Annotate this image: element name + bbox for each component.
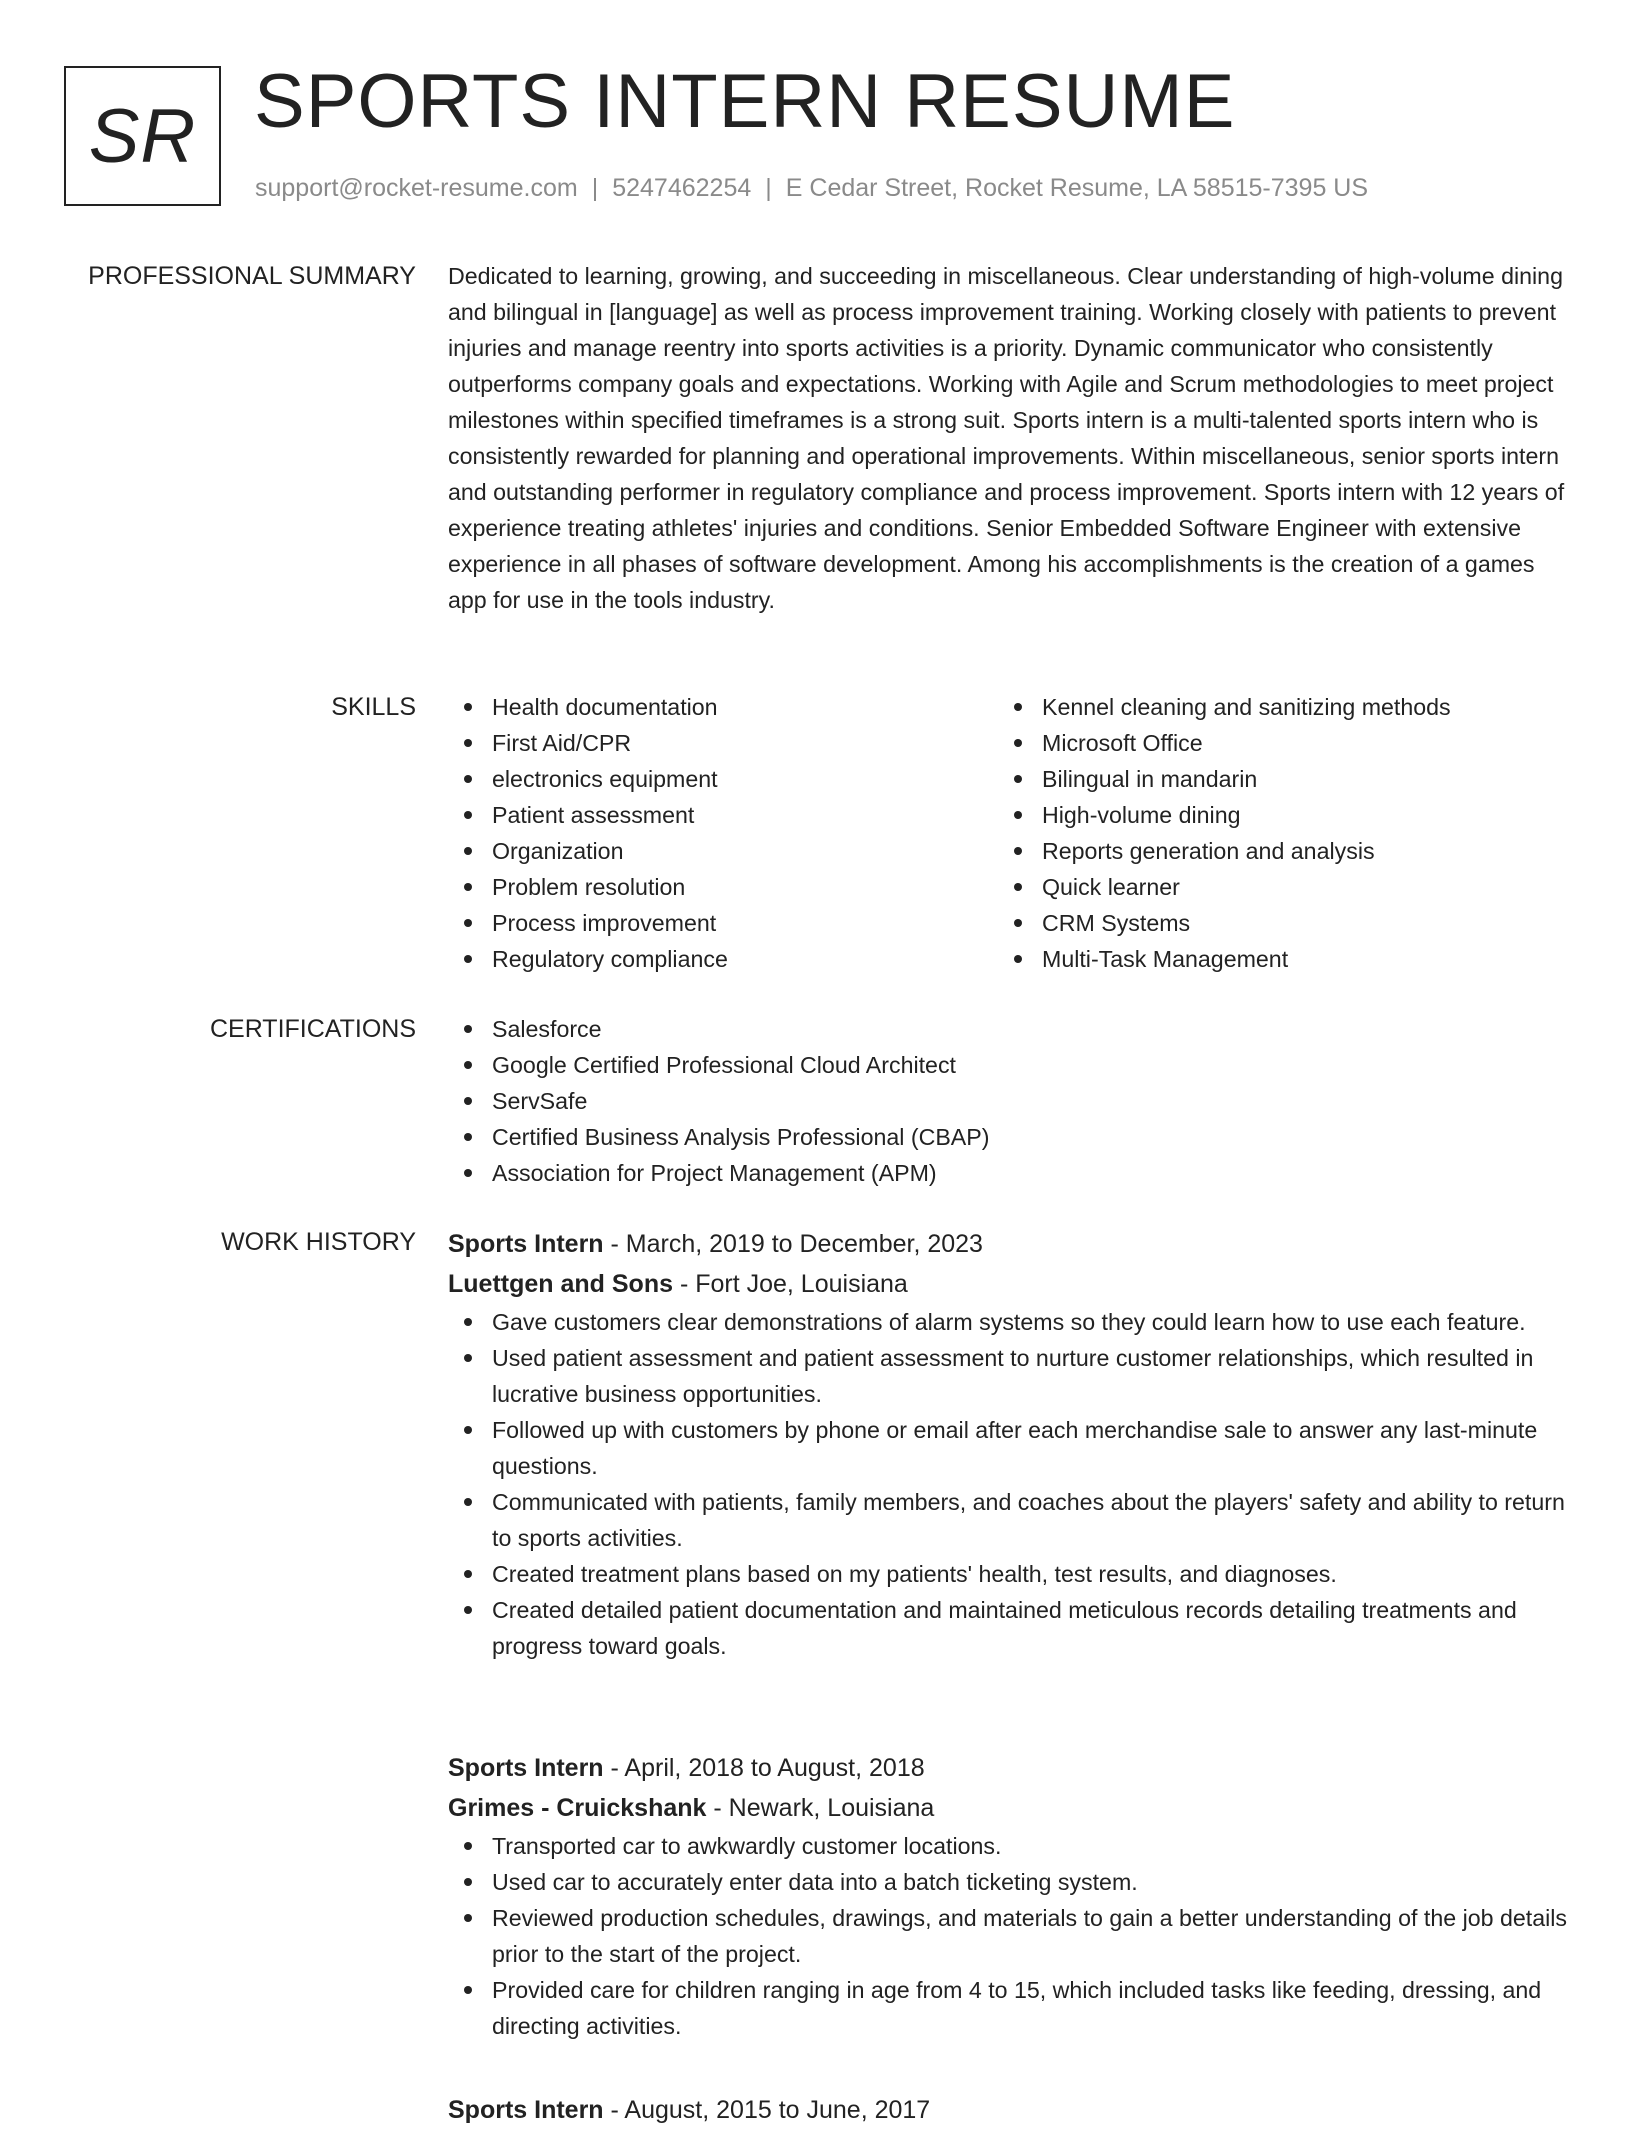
skill-item: Regulatory compliance <box>448 941 998 977</box>
skills-column-right <box>998 689 1548 977</box>
skill-item: CRM Systems <box>998 905 1548 941</box>
skill-item: Microsoft Office <box>998 725 1548 761</box>
skill-item: First Aid/CPR <box>448 725 998 761</box>
contact-separator: | <box>591 174 599 202</box>
job-title: Sports Intern <box>448 1754 604 1782</box>
skill-item: Organization <box>448 833 998 869</box>
contact-separator: | <box>765 174 772 202</box>
certification-item: Certified Business Analysis Professional (CBAP) <box>448 1119 1568 1155</box>
job-company: Grimes - Cruickshank <box>448 1794 707 1822</box>
job-bullet: Created detailed patient documentation and maintained meticulous records detailing treatments and progress toward goals. <box>448 1592 1568 1664</box>
job-title-line <box>448 2090 1568 2130</box>
skill-item: Kennel cleaning and sanitizing methods <box>998 689 1548 725</box>
job-dates: - April, 2018 to August, 2018 <box>603 1754 925 1782</box>
contact-phone: 5247462254 <box>612 174 752 202</box>
certification-item: Association for Project Management (APM) <box>448 1155 1568 1191</box>
contact-email: support@rocket-resume.com <box>255 174 578 202</box>
skill-item: electronics equipment <box>448 761 998 797</box>
skill-item: High-volume dining <box>998 797 1548 833</box>
resume-header <box>0 0 1632 230</box>
job-bullet: Communicated with patients, family members, and coaches about the players' safety and ability to return to sports activities. <box>448 1484 1568 1556</box>
job-entry <box>448 1748 1568 2044</box>
job-bullet: Used car to accurately enter data into a batch ticketing system. <box>448 1864 1568 1900</box>
skill-item: Patient assessment <box>448 797 998 833</box>
job-title: Sports Intern <box>448 2096 604 2124</box>
certification-item: Salesforce <box>448 1011 1568 1047</box>
job-dates: - August, 2015 to June, 2017 <box>603 2096 931 2124</box>
skill-item: Process improvement <box>448 905 998 941</box>
job-title: Sports Intern <box>448 1230 604 1258</box>
skills-column-left <box>448 689 998 977</box>
job-bullet: Followed up with customers by phone or email after each merchandise sale to answer any last-minute questions. <box>448 1412 1568 1484</box>
section-label-summary: PROFESSIONAL SUMMARY <box>88 262 416 290</box>
job-title-line <box>448 1224 1568 1264</box>
job-company-line <box>448 1788 1568 1828</box>
skill-item: Bilingual in mandarin <box>998 761 1548 797</box>
skill-item: Problem resolution <box>448 869 998 905</box>
skill-item: Quick learner <box>998 869 1548 905</box>
job-dates: - March, 2019 to December, 2023 <box>603 1230 983 1258</box>
certification-item: ServSafe <box>448 1083 1568 1119</box>
resume-title: SPORTS INTERN RESUME <box>254 59 1236 144</box>
section-label-work-history: WORK HISTORY <box>221 1228 416 1256</box>
contact-address: E Cedar Street, Rocket Resume, LA 58515-7395 US <box>785 174 1369 202</box>
job-bullet: Reviewed production schedules, drawings, and materials to gain a better understanding of the job details prior to the start of the project. <box>448 1900 1568 1972</box>
summary-text: Dedicated to learning, growing, and succeeding in miscellaneous. Clear understanding of high-volume dining and bilingual in [language] as well as process improvement training. Working closely with patients to prevent injuries and manage reentry into sports activities is a priority. Dynamic communicator who consistently outperforms company goals and expectations. Working with Agile and Scrum methodologies to meet project milestones within specified timeframes is a strong suit. Sports intern is a multi-talented sports intern who is consistently rewarded for planning and operational improvements. Within miscellaneous, senior sports intern and outstanding performer in regulatory compliance and process improvement. Sports intern with 12 years of experience treating athletes' injuries and conditions. Senior Embedded Software Engineer with extensive experience in all phases of software development. Among his accomplishments is the creation of a games app for use in the tools industry. <box>448 263 1565 613</box>
skill-item: Multi-Task Management <box>998 941 1548 977</box>
job-company: Luettgen and Sons <box>448 1270 673 1298</box>
certification-item: Google Certified Professional Cloud Architect <box>448 1047 1568 1083</box>
job-bullet: Gave customers clear demonstrations of alarm systems so they could learn how to use each feature. <box>448 1304 1568 1340</box>
job-entry <box>448 1224 1568 1664</box>
job-company-line <box>448 1264 1568 1304</box>
job-bullet: Created treatment plans based on my patients' health, test results, and diagnoses. <box>448 1556 1568 1592</box>
job-entry <box>448 2090 1568 2130</box>
initials-monogram: SR <box>64 66 221 206</box>
skill-item: Health documentation <box>448 689 998 725</box>
job-title-line <box>448 1748 1568 1788</box>
job-location: - Fort Joe, Louisiana <box>673 1270 908 1298</box>
job-bullet: Transported car to awkwardly customer locations. <box>448 1828 1568 1864</box>
section-label-certifications: CERTIFICATIONS <box>209 1015 416 1043</box>
skill-item: Reports generation and analysis <box>998 833 1548 869</box>
job-location: - Newark, Louisiana <box>706 1794 935 1822</box>
contact-line <box>255 174 1368 203</box>
job-bullet: Provided care for children ranging in age from 4 to 15, which included tasks like feeding, dressing, and directing activities. <box>448 1972 1568 2044</box>
section-label-skills: SKILLS <box>331 693 416 721</box>
job-bullet: Used patient assessment and patient assessment to nurture customer relationships, which resulted in lucrative business opportunities. <box>448 1340 1568 1412</box>
